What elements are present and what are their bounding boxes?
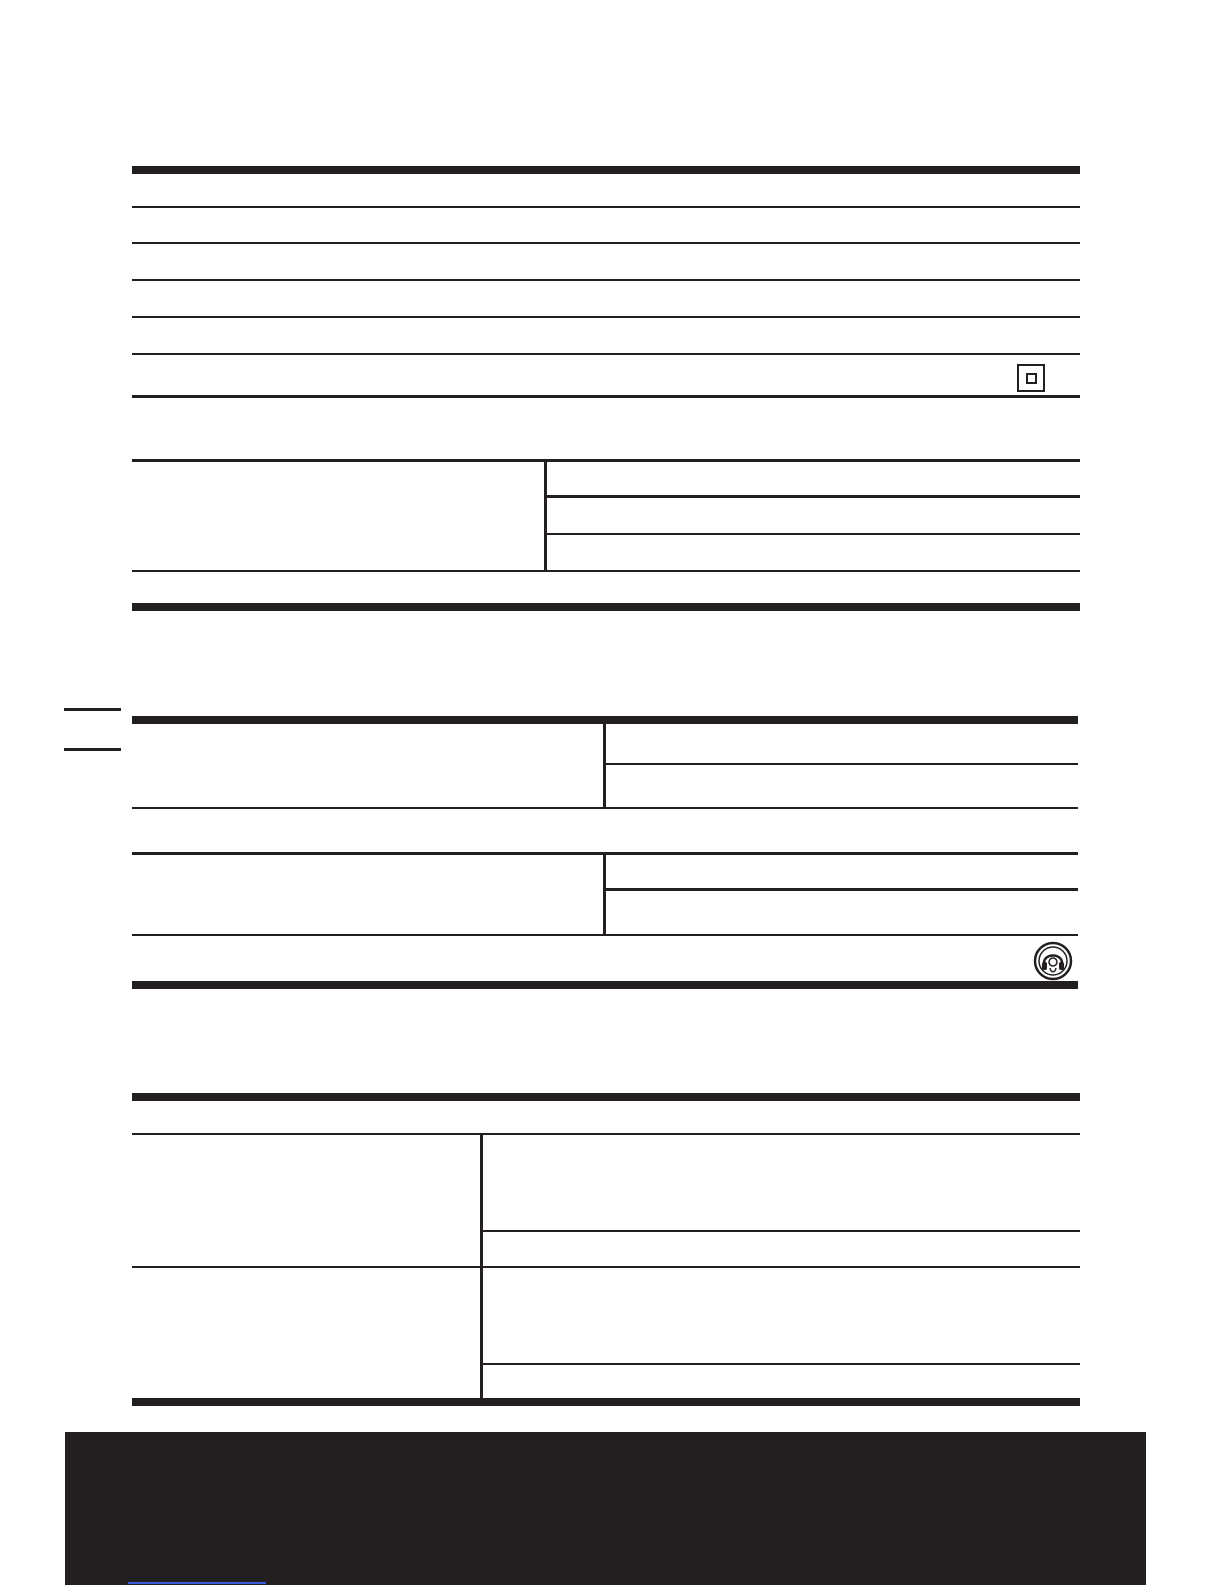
double-insulation-icon — [1017, 364, 1045, 392]
row-divider — [132, 316, 1080, 318]
row-divider — [132, 395, 1080, 398]
table-bottom-rule — [132, 981, 1078, 989]
row-divider — [544, 533, 1080, 535]
row-divider — [132, 206, 1080, 208]
column-divider — [544, 459, 547, 572]
row-divider — [132, 242, 1080, 244]
margin-marker — [64, 748, 121, 751]
row-divider — [132, 459, 1080, 462]
row-divider — [132, 934, 1078, 936]
table-bottom-rule — [132, 1398, 1080, 1406]
row-divider — [480, 1363, 1080, 1365]
row-divider — [480, 1230, 1080, 1232]
row-divider — [603, 763, 1078, 765]
row-divider — [132, 807, 1078, 809]
margin-marker — [64, 708, 121, 711]
footer-band — [65, 1432, 1146, 1585]
row-divider — [132, 1266, 1080, 1268]
row-divider — [132, 353, 1080, 355]
column-divider — [603, 852, 606, 936]
row-divider — [132, 570, 1080, 572]
row-divider — [132, 279, 1080, 281]
table-bottom-rule — [132, 603, 1080, 611]
double-insulation-inner-square — [1026, 373, 1037, 384]
ear-protection-icon — [1033, 941, 1073, 981]
row-divider — [544, 495, 1080, 498]
row-divider — [132, 1133, 1080, 1135]
table-top-rule — [132, 166, 1080, 174]
footer-link-underline[interactable] — [128, 1582, 266, 1584]
table-top-rule — [132, 1093, 1080, 1101]
row-divider — [603, 888, 1078, 891]
